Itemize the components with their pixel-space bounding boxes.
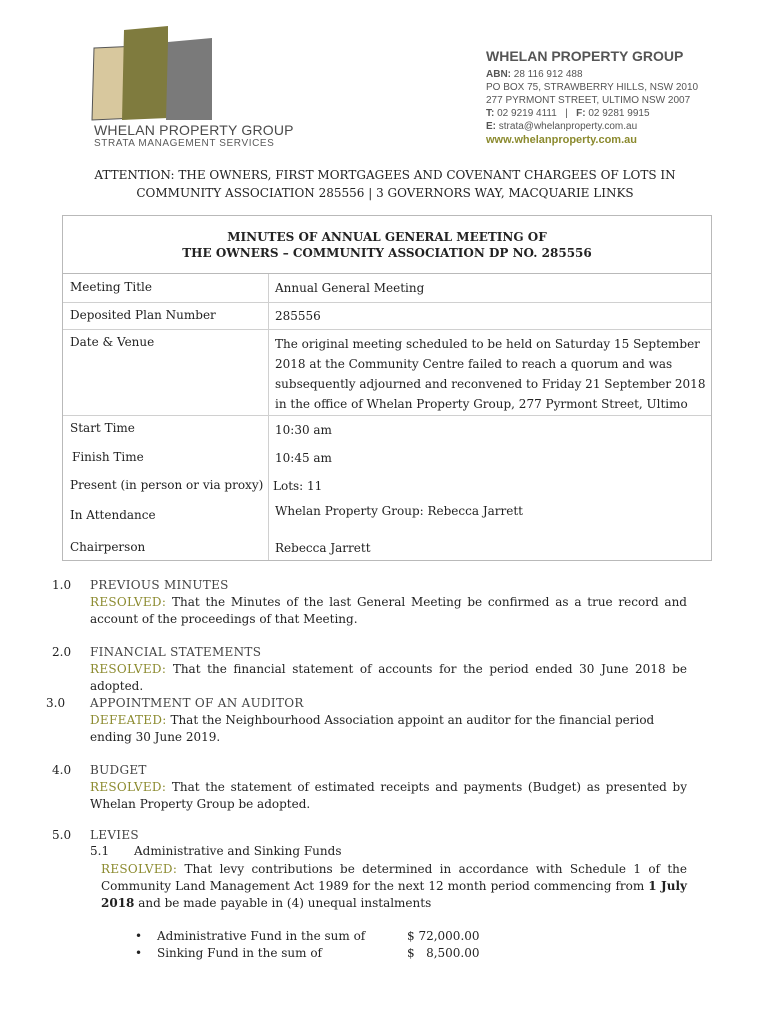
table-heading-line-1: MINUTES OF ANNUAL GENERAL MEETING OF [227,230,547,244]
section-title: APPOINTMENT OF AN AUDITOR [90,696,304,710]
email-value[interactable]: strata@whelanproperty.com.au [498,121,638,132]
section-title: BUDGET [90,763,147,777]
table-heading-line-2: THE OWNERS – COMMUNITY ASSOCIATION DP NO. 285556 [182,246,592,260]
table-row [63,499,711,529]
attention-line-1: ATTENTION: THE OWNERS, FIRST MORTGAGEES AND COVENANT CHARGEES OF LOTS IN [94,168,676,182]
section-number: 2.0 [52,645,72,659]
section-title: FINANCIAL STATEMENTS [90,645,262,659]
resolution-status: RESOLVED: [90,662,167,676]
table-row [63,329,711,416]
bullet-icon: • [135,946,143,960]
row-label: Deposited Plan Number [70,308,216,322]
row-value: 10:45 am [275,451,332,465]
attention-notice [60,166,710,202]
row-value: The original meeting scheduled to be held on Saturday 15 September 2018 at the Community Centre failed to reach a quorum and was subsequently adjourned and reconvened to Friday 21 September 2018 in the office of Whelan Property Group, 277 Pyrmont Street, Ultimo [275,337,706,411]
company-email [486,120,756,133]
section-title: PREVIOUS MINUTES [90,578,229,592]
company-street: 277 PYRMONT STREET, ULTIMO NSW 2007 [486,95,691,106]
table-row [63,415,711,444]
row-label: Present (in person or via proxy) [70,478,264,492]
resolution-text: That the statement of estimated receipts and payments (Budget) as presented by Whelan Property Group be adopted. [90,780,687,811]
fax-label: F: [576,108,586,119]
resolution-text-end: and be made payable in (4) unequal instalments [138,896,432,910]
row-label: Finish Time [72,450,144,464]
resolution-text: That the Minutes of the last General Meeting be confirmed as a true record and account of the proceedings of that Meeting. [90,595,687,626]
row-value: 10:30 am [275,423,332,437]
section-number: 5.0 [52,828,72,842]
subsection-body [101,861,687,912]
row-label: Meeting Title [70,280,152,294]
fund-amount: $ 8,500.00 [407,946,480,960]
fund-amount: $ 72,000.00 [407,929,480,943]
row-value: Rebecca Jarrett [275,541,371,555]
subsection-title: Administrative and Sinking Funds [134,844,342,858]
logo-olive-block [122,26,168,120]
table-heading [63,216,711,274]
row-value: 285556 [275,309,321,323]
resolution-status: RESOLVED: [90,595,167,609]
resolution-text: That the Neighbourhood Association appoint an auditor for the financial period ending 30 June 2019. [90,713,655,744]
logo-name: WHELAN PROPERTY GROUP [94,122,294,138]
row-label: Start Time [70,421,135,435]
section-body [90,594,687,628]
resolution-status: RESOLVED: [101,862,178,876]
company-logo [88,24,303,149]
section-body [90,661,687,695]
separator: | [559,108,574,119]
subsection-number: 5.1 [90,844,110,858]
company-website-link[interactable]: www.whelanproperty.com.au [486,134,637,146]
resolution-status: DEFEATED: [90,713,167,727]
resolution-text: That levy contributions be determined in accordance with Schedule 1 of the Community Land Management Act 1989 for the next 12 month period commencing from [101,862,687,893]
company-abn [486,68,756,81]
abn-label: ABN: [486,69,511,80]
fund-label: Sinking Fund in the sum of [157,946,322,960]
resolution-status: RESOLVED: [90,780,167,794]
table-row [63,472,711,499]
logo-subtitle: STRATA MANAGEMENT SERVICES [94,138,275,149]
section-number: 1.0 [52,578,72,592]
resolution-date-bold: 1 July 2018 [101,879,687,910]
table-row [63,302,711,330]
row-label: In Attendance [70,508,156,522]
section-number: 4.0 [52,763,72,777]
row-label: Date & Venue [70,335,155,349]
abn-value: 28 116 912 488 [513,69,583,80]
phone-value: 02 9219 4111 [497,108,557,119]
table-row [63,529,711,560]
section-body [90,712,687,746]
resolution-text: That the financial statement of accounts for the period ended 30 June 2018 be adopted. [90,662,687,693]
table-row [63,274,711,303]
company-name: WHELAN PROPERTY GROUP [486,48,684,64]
logo-graphic [88,24,303,124]
row-value: Annual General Meeting [275,281,425,295]
email-label: E: [486,121,496,132]
table-row [63,444,711,472]
phone-label: T: [486,108,495,119]
company-po-box: PO BOX 75, STRAWBERRY HILLS, NSW 2010 [486,82,699,93]
attention-line-2: COMMUNITY ASSOCIATION 285556 | 3 GOVERNORS WAY, MACQUARIE LINKS [136,186,634,200]
bullet-icon: • [135,929,143,943]
meeting-details-table [62,215,712,561]
section-title: LEVIES [90,828,139,842]
fund-label: Administrative Fund in the sum of [157,929,366,943]
logo-grey-block [166,38,212,120]
row-value: Whelan Property Group: Rebecca Jarrett [275,504,523,518]
company-details [486,48,756,147]
row-label: Chairperson [70,540,146,554]
fax-value: 02 9281 9915 [588,108,650,119]
row-value: Lots: 11 [273,479,323,493]
company-phone-fax [486,107,756,120]
section-number: 3.0 [46,696,66,710]
section-body [90,779,687,813]
